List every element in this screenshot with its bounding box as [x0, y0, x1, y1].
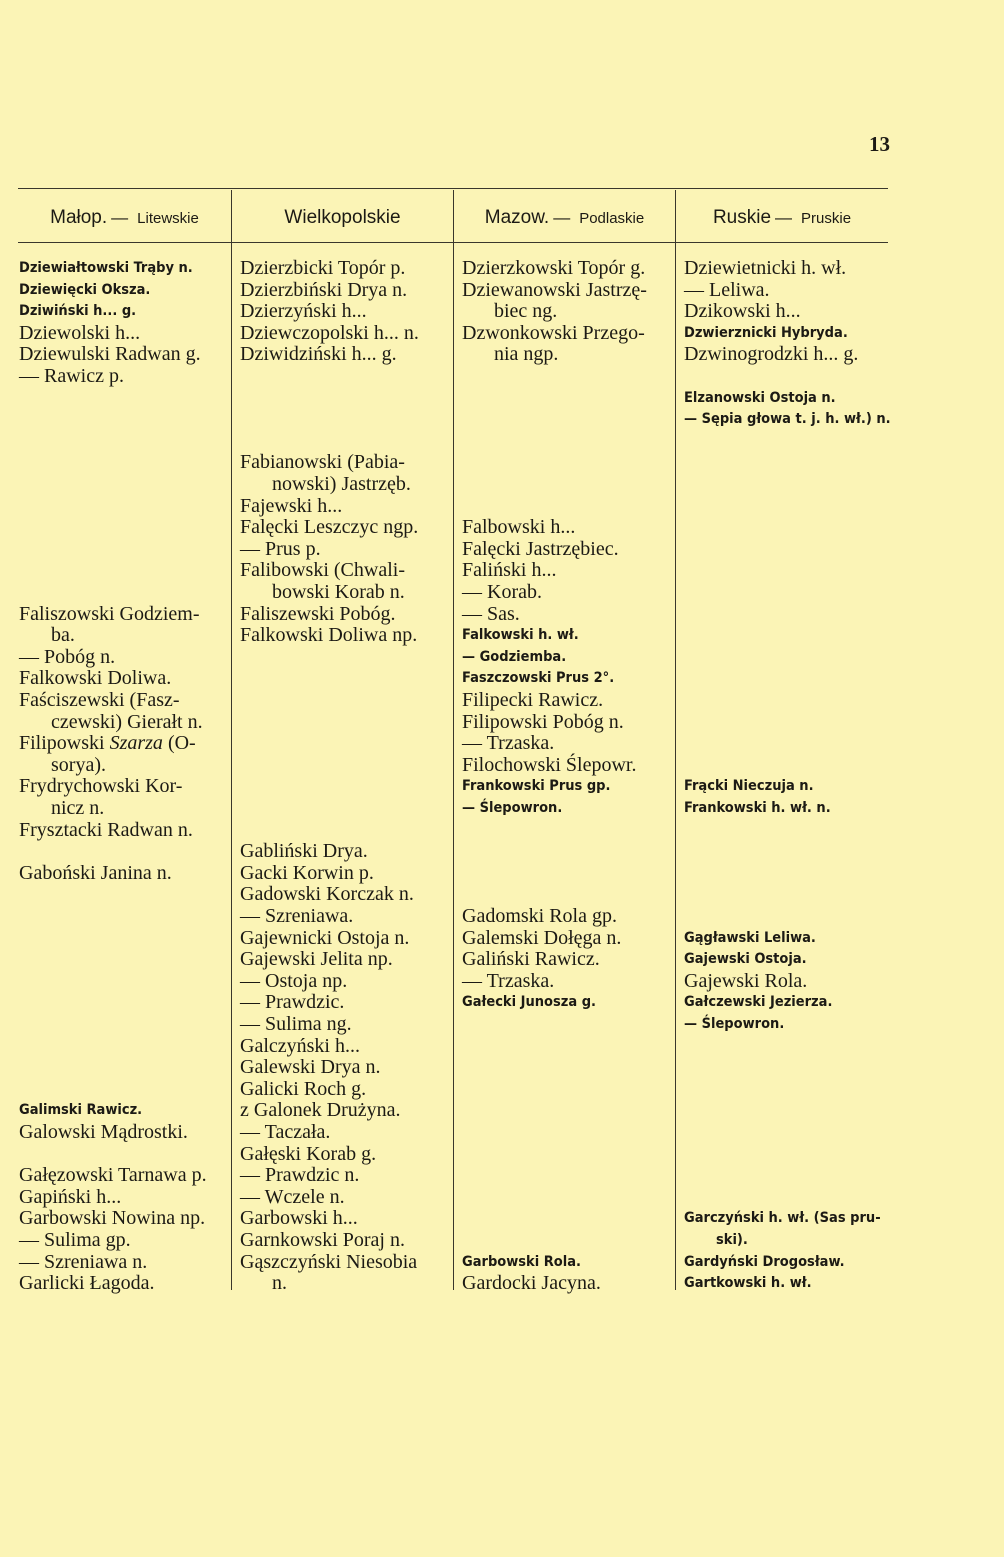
entry-text: Frankowski Prus gp.	[462, 778, 611, 795]
surname-entry	[462, 625, 579, 647]
surname-entry	[240, 452, 405, 474]
surname-entry	[19, 647, 115, 669]
surname-entry	[19, 776, 182, 798]
header-sub: Litewskie	[137, 209, 199, 227]
surname-entry	[19, 301, 136, 323]
entry-text: Galicki Roch g.	[240, 1077, 367, 1100]
surname-entry	[684, 949, 807, 971]
top-rule	[18, 188, 888, 189]
entry-text: Gajewski Jelita np.	[240, 948, 393, 971]
surname-entry	[684, 971, 807, 993]
surname-entry	[684, 323, 848, 345]
surname-entry	[240, 301, 367, 323]
surname-entry	[462, 755, 636, 777]
entry-text: Faliszewski Pobóg.	[240, 602, 396, 625]
entry-text: — Ostoja np.	[240, 969, 348, 992]
entry-text: Falibowski (Chwali-	[240, 559, 405, 582]
surname-entry	[240, 1100, 401, 1122]
surname-entry	[240, 906, 353, 928]
surname-entry	[684, 776, 814, 798]
surname-entry	[240, 928, 409, 950]
surname-entry	[240, 280, 407, 302]
entry-text: Falęcki Jastrzębiec.	[462, 537, 619, 560]
surname-entry	[462, 992, 596, 1014]
entry-text: Falęcki Leszczyc ngp.	[240, 516, 419, 539]
entry-text: — Prus p.	[240, 537, 321, 560]
surname-entry	[240, 992, 344, 1014]
entry-text: Frydrychowski Kor-	[19, 775, 183, 798]
entry-text: Faliński h...	[462, 559, 557, 582]
surname-entry	[462, 582, 542, 604]
surname-entry	[240, 949, 393, 971]
surname-entry	[462, 949, 600, 971]
entry-text: Filipowski Pobóg n.	[462, 710, 624, 733]
entry-text: Fabianowski (Pabia-	[240, 451, 405, 474]
entry-text: — Sulima ng.	[240, 1013, 352, 1035]
surname-entry	[462, 776, 610, 798]
surname-entry	[240, 344, 397, 366]
header-dash: —	[775, 208, 793, 227]
surname-entry	[462, 798, 562, 820]
surname-entry	[462, 604, 520, 626]
surname-entry	[240, 1208, 358, 1230]
surname-entry	[462, 301, 557, 323]
header-ruskie-pruskie	[676, 196, 888, 240]
surname-entry	[19, 668, 171, 690]
header-sub: Podlaskie	[579, 209, 645, 227]
surname-entry	[240, 539, 321, 561]
surname-entry	[240, 582, 405, 604]
surname-entry	[462, 560, 556, 582]
surname-entry	[19, 625, 75, 647]
surname-entry	[462, 280, 647, 302]
surname-entry	[684, 1208, 881, 1230]
surname-entry	[19, 1208, 205, 1230]
surname-entry	[462, 690, 603, 712]
surname-entry	[462, 928, 621, 950]
entry-text: Gadowski Korczak n.	[240, 883, 414, 906]
surname-entry	[684, 409, 891, 431]
entry-text: Gąszczyński Niesobia	[240, 1250, 418, 1273]
surname-entry	[462, 733, 554, 755]
entry-text: Galewski Drya n.	[240, 1056, 381, 1079]
entry-text: nia ngp.	[494, 343, 559, 366]
surname-entry	[19, 798, 104, 820]
column-divider-1	[231, 190, 232, 1290]
entry-text: Dziewanowski Jastrzę-	[462, 278, 647, 301]
surname-entry	[240, 971, 347, 993]
entry-text: — Szreniawa n.	[19, 1250, 148, 1273]
surname-entry	[462, 971, 554, 993]
entry-text: — Szreniawa.	[240, 905, 354, 927]
surname-entry	[240, 863, 374, 885]
surname-entry	[240, 560, 405, 582]
entry-text: — Korab.	[462, 581, 542, 603]
entry-text: Dzikowski h...	[684, 300, 801, 323]
entry-text: Galowski Mądrostki.	[19, 1121, 188, 1143]
entry-text: Dziwiński h... g.	[19, 303, 137, 320]
surname-entry	[684, 301, 801, 323]
entry-text: sorya).	[51, 753, 106, 776]
entry-text: Fajewski h...	[240, 494, 343, 517]
entry-text: — Prawdzic n.	[240, 1164, 360, 1187]
entry-text: Dzwinogrodzki h... g.	[684, 343, 859, 366]
entry-text: — Trzaska.	[462, 969, 555, 992]
entry-text: — Sępia głowa t. j. h. wł.) n.	[684, 411, 891, 428]
header-main: Mazow.	[484, 207, 550, 228]
entry-text: Filipowski	[19, 732, 110, 755]
surname-entry	[684, 280, 770, 302]
surname-entry	[240, 625, 417, 647]
entry-text: Falkowski Doliwa.	[19, 667, 172, 690]
surname-entry	[19, 1187, 121, 1209]
entry-text: Garczyński h. wł. (Sas pru-	[684, 1210, 881, 1227]
surname-entry	[240, 1187, 345, 1209]
surname-entry	[240, 1144, 376, 1166]
surname-entry	[240, 841, 368, 863]
entry-text: Gajewski Rola.	[684, 969, 808, 992]
header-dash: —	[111, 208, 129, 227]
entry-text: ski).	[716, 1232, 748, 1248]
entry-text: Filochowski Ślepowr.	[462, 753, 637, 776]
surname-entry	[462, 1252, 581, 1274]
entry-text: — Rawicz p.	[19, 365, 124, 387]
entry-text: Frącki Nieczuja n.	[684, 778, 814, 795]
entry-text: Gaboński Janina n.	[19, 861, 172, 884]
surname-entry	[240, 1273, 287, 1295]
surname-entry	[684, 258, 846, 280]
entry-text: Gardyński Drogosław.	[684, 1253, 845, 1270]
entry-text: Gabliński Drya.	[240, 840, 368, 863]
entry-text: — Taczała.	[240, 1121, 331, 1143]
surname-entry	[240, 1122, 330, 1144]
header-main: Małop.	[50, 207, 108, 228]
entry-text: Faszczowski Prus 2°.	[462, 670, 615, 687]
entry-text: Dziewczopolski h... n.	[240, 321, 419, 344]
surname-entry	[240, 1057, 381, 1079]
entry-text: Garbowski Rola.	[462, 1253, 581, 1270]
entry-text: — Wczele n.	[240, 1185, 345, 1208]
entry-text: Dziewięcki Oksza.	[19, 281, 151, 298]
entry-text: n.	[272, 1272, 287, 1295]
entry-text: Elzanowski Ostoja n.	[684, 389, 836, 406]
entry-text: — Prawdzic.	[240, 991, 345, 1014]
surname-entry	[19, 344, 201, 366]
surname-entry	[19, 1122, 188, 1144]
entry-text: nowski) Jastrzęb.	[272, 473, 411, 495]
entry-text: Garlicki Łagoda.	[19, 1272, 155, 1295]
surname-entry	[19, 323, 140, 345]
surname-entry	[19, 604, 200, 626]
entry-text: Garbowski h...	[240, 1207, 358, 1230]
entry-text: — Ślepowron.	[462, 800, 563, 816]
surname-entry	[684, 1014, 784, 1036]
surname-entry	[19, 690, 180, 712]
surname-entry	[19, 1100, 142, 1122]
entry-text: Faliszowski Godziem-	[19, 602, 200, 625]
surname-entry	[19, 366, 124, 388]
entry-text: nicz n.	[51, 797, 105, 819]
surname-entry	[19, 733, 196, 755]
entry-text: Dzierzbiński Drya n.	[240, 278, 408, 301]
entry-text: biec ng.	[494, 300, 558, 323]
column-divider-3	[675, 190, 676, 1290]
surname-entry	[462, 647, 566, 669]
entry-text: Dziwidziński h... g.	[240, 343, 397, 366]
entry-italic-text: Szarza	[109, 732, 163, 755]
surname-entry	[684, 1252, 845, 1274]
surname-entry	[462, 517, 575, 539]
surname-entry	[19, 820, 193, 842]
entry-text: bowski Korab n.	[272, 581, 405, 603]
surname-entry	[462, 344, 558, 366]
entry-text: — Ślepowron.	[684, 1016, 785, 1032]
surname-entry	[684, 388, 836, 410]
entry-text: Dziewietnicki h. wł.	[684, 257, 847, 279]
surname-entry	[462, 1273, 601, 1295]
entry-text: Gajewski Ostoja.	[684, 951, 807, 968]
surname-entry	[462, 258, 645, 280]
entry-text: Dziewolski h...	[19, 321, 141, 344]
surname-entry	[462, 906, 617, 928]
surname-entry	[462, 712, 624, 734]
entry-text: Gajewnicki Ostoja n.	[240, 926, 410, 949]
surname-entry	[684, 344, 858, 366]
column-divider-2	[453, 190, 454, 1290]
entry-text: czewski) Gierałt n.	[51, 710, 203, 733]
entry-text: Gardocki Jacyna.	[462, 1272, 601, 1295]
surname-entry	[240, 474, 411, 496]
header-main: Wielkopolskie	[284, 207, 401, 228]
surname-entry	[684, 928, 816, 950]
entry-text: Frankowski h. wł. n.	[684, 800, 831, 816]
surname-entry	[19, 258, 193, 280]
surname-entry	[684, 1273, 812, 1295]
entry-text: Falbowski h...	[462, 516, 576, 539]
entry-text: — Sas.	[462, 602, 520, 625]
surname-entry	[684, 992, 832, 1014]
entry-text: Faściszewski (Fasz-	[19, 689, 180, 711]
surname-entry	[240, 1230, 405, 1252]
surname-entry	[240, 1036, 360, 1058]
entry-text: Galimski Rawicz.	[19, 1102, 143, 1119]
page-number: 13	[869, 132, 890, 156]
entry-text: Garnkowski Poraj n.	[240, 1229, 405, 1251]
surname-entry	[240, 258, 405, 280]
surname-entry	[684, 1230, 748, 1252]
surname-entry	[462, 668, 614, 690]
header-main: Ruskie	[712, 207, 772, 228]
surname-entry	[19, 712, 203, 734]
header-sub: Pruskie	[801, 209, 852, 227]
surname-entry	[240, 1079, 366, 1101]
surname-entry	[19, 1273, 155, 1295]
surname-entry	[240, 884, 414, 906]
surname-entry	[19, 1252, 147, 1274]
surname-entry	[240, 496, 342, 518]
surname-entry	[240, 1014, 352, 1036]
entry-text: Filipecki Rawicz.	[462, 689, 604, 711]
surname-entry	[19, 863, 172, 885]
entry-text: Gałecki Junosza g.	[462, 994, 596, 1011]
entry-text: Galczyński h...	[240, 1034, 360, 1057]
entry-text: Gacki Korwin p.	[240, 861, 374, 884]
surname-entry	[462, 539, 619, 561]
entry-text: Dzwonkowski Przego-	[462, 321, 645, 344]
entry-text: Dzierzkowski Topór g.	[462, 257, 646, 279]
entry-text: Falkowski Doliwa np.	[240, 624, 418, 647]
entry-text: — Leliwa.	[684, 278, 770, 301]
entry-text: — Pobóg n.	[19, 645, 116, 668]
surname-entry	[240, 323, 419, 345]
surname-entry	[240, 517, 418, 539]
header-wielkopolskie	[232, 196, 453, 240]
surname-entry	[19, 755, 106, 777]
entry-text: Gałęzowski Tarnawa p.	[19, 1164, 207, 1187]
entry-text: Dzwierznicki Hybryda.	[684, 324, 848, 341]
entry-text: Dziewiałtowski Trąby n.	[19, 260, 193, 276]
entry-text: — Trzaska.	[462, 732, 555, 755]
entry-text: Gałęski Korab g.	[240, 1142, 377, 1165]
entry-text: Garbowski Nowina np.	[19, 1207, 206, 1230]
entry-text: Dziewulski Radwan g.	[19, 343, 201, 366]
surname-entry	[462, 323, 645, 345]
entry-text: Frysztacki Radwan n.	[19, 818, 193, 841]
entry-text: Gałczewski Jezierza.	[684, 994, 833, 1011]
entry-text: Gadomski Rola gp.	[462, 905, 617, 927]
entry-text: — Godziemba.	[462, 648, 567, 665]
surname-entry	[684, 798, 831, 820]
surname-entry	[240, 1165, 359, 1187]
entry-text: Dzierzbicki Topór p.	[240, 257, 406, 279]
entry-text: z Galonek Drużyna.	[240, 1099, 401, 1122]
header-mazowieckie-podlaskie	[454, 196, 675, 240]
entry-text: Gągławski Leliwa.	[684, 929, 816, 946]
entry-text: — Sulima gp.	[19, 1229, 131, 1251]
entry-tail-text: (O-	[162, 732, 196, 755]
entry-text: Falkowski h. wł.	[462, 627, 579, 644]
surname-entry	[240, 604, 396, 626]
header-malopolskie-litewskie	[18, 196, 231, 240]
surname-entry	[19, 1165, 207, 1187]
header-dash: —	[553, 208, 571, 227]
entry-text: Galemski Dołęga n.	[462, 926, 622, 949]
entry-text: Galiński Rawicz.	[462, 948, 600, 971]
surname-entry	[19, 280, 150, 302]
entry-text: Dzierzyński h...	[240, 300, 367, 323]
entry-text: ba.	[51, 624, 75, 647]
surname-entry	[240, 1252, 417, 1274]
surname-entry	[19, 1230, 131, 1252]
entry-text: Gapiński h...	[19, 1185, 122, 1208]
entry-text: Gartkowski h. wł.	[684, 1275, 812, 1292]
